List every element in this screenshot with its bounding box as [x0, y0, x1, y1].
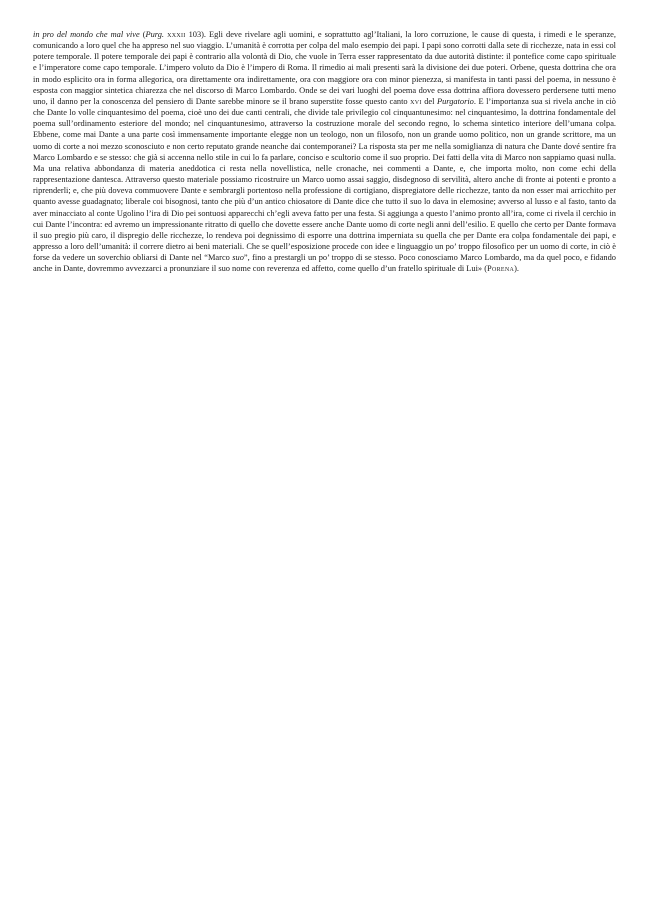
text-segment: ( [139, 30, 146, 39]
text-segment: 103). Egli deve rivelare agli uomini, e soprattutto agl’Italiani, la loro corruzione, le cause di questa, i rimedi e le speranze, comunicando a loro quel che ha appreso nel suo viaggio. L’umanità è corrotta per colpa del malo esempio dei papi. I papi sono corrotti dalla sete di ricchezze, nata in essi col potere temporale. Il potere temporale dei papi è contrario alla volontà di Dio, che vuole in Terra esser rappresentato da due autorità distinte: il pontefice come capo spirituale e l’imperatore come capo temporale. L’impero voluto da Dio è l’impero di Roma. Il rimedio ai mali presenti sarà la divisione dei due poteri. Orbene, questa dottrina che ora in modo esplicito ora in forma allegorica, ora direttamente ora indirettamente, ora con maggiore ora con minor pienezza, si manifesta in tanti passi del poema, in nessuno è esposta con maggior sintetica chiarezza che nel discorso di Marco Lombardo. Onde se dei vari luoghi del poema dove essa dottrina affiora dovessero perdersene tutti meno uno, il danno per la conoscenza del pensiero di Dante sarebbe minore se il brano superstite fosse questo canto [33, 30, 616, 106]
text-segment: Purg. [145, 30, 165, 39]
text-paragraph [33, 29, 616, 274]
text-segment: Purgatorio [436, 96, 474, 106]
text-segment: ”, fino a prestargli un po’ troppo di se stesso. Poco conosciamo Marco Lombardo, ma da quel poco, e fidando anche in Dante, dovremmo avvezzarci a pronunziare il suo nome con reverenza ed affetto, come quello d’un fratello spirituale di Lui» ( [33, 253, 616, 274]
text-segment: in pro del mondo che mal vive [33, 30, 140, 39]
text-segment: . E l’importanza sua si rivela anche in ciò che Dante lo volle cinquantesimo del poema, cioè uno dei due canti centrali, che divide tale privilegio col cinquantunesimo: nel cinquantesimo, la dottrina fondamentale del poema sull’ordinamento esteriore del mondo; nel cinquantunesimo, attraverso la costruzione morale del secondo regno, lo schema sintetico interiore dell’umana colpa. Ebbene, come mai Dante a una parte così immensamente importante elegge non un teologo, non un filosofo, non un grande uomo politico, non un grande scrittore, ma un uomo di corte a noi mezzo sconosciuto e non certo reputato grande neanche dai contemporanei? La risposta sta per me nella somiglianza di natura che Dante dové sentire fra Marco Lombardo e se stesso: che già si accenna nello stile in cui lo fa parlare, conciso e scultorio come il suo proprio. Dei fatti della vita di Marco non sappiamo quasi nulla. Ma una relativa abbondanza di materia aneddotica ci resta nella novellistica, nelle cronache, nei commenti a Dante, e, che importa molto, non come echi della rappresentazione dantesca. Attraverso questo materiale possiamo ricostruire un Marco uomo assai saggio, disdegnoso di servilità, altero anche di fronte ai potenti e pronto a riprenderli; e, che più doveva commuovere Dante e sembrargli portentoso nella professione di cortigiano, dispregiatore delle ricchezze, tanto da non esser mai arricchito per quanto avesse guadagnato; liberale coi bisognosi, tanto che più d’un antico chiosatore di Dante dice che tutto il suo lo dava in elemosine; avverso al lusso e al fasto, tanto da aver minacciato al conte Ugolino l’ira di Dio pei sontuosi apparecchi ch’egli aveva fatto per una festa. Si aggiunga a questo l’animo pronto all’ira, come ci rivela il cerchio in cui Dante l’incontra: ed avremo un impressionante ritratto di quello che dovette essere anche Dante uomo di corte negli anni dell’esilio. E quello che certo per Dante formava il suo pregio più caro, il dispregio delle ricchezze, lo rendeva poi degnissimo di esporre una dottrina imperniata su quella che per Dante era colpa fondamentale dei papi, e appresso a loro dell’umanità: il correre dietro ai beni materiali. Che se quell’esposizione procede con idee e linguaggio un po’ troppo filosofico per un uomo di corte, in ciò è forse da vedere un soverchio obliarsi di Dante nel “Marco [33, 96, 616, 263]
text-segment: suo [232, 253, 244, 263]
text-segment: ). [514, 264, 520, 274]
text-segment: xxxii [167, 30, 186, 39]
text-segment: Porena [487, 264, 515, 274]
text-segment: xvi [410, 96, 422, 106]
page-body [33, 29, 616, 274]
text-segment: del [421, 96, 437, 106]
